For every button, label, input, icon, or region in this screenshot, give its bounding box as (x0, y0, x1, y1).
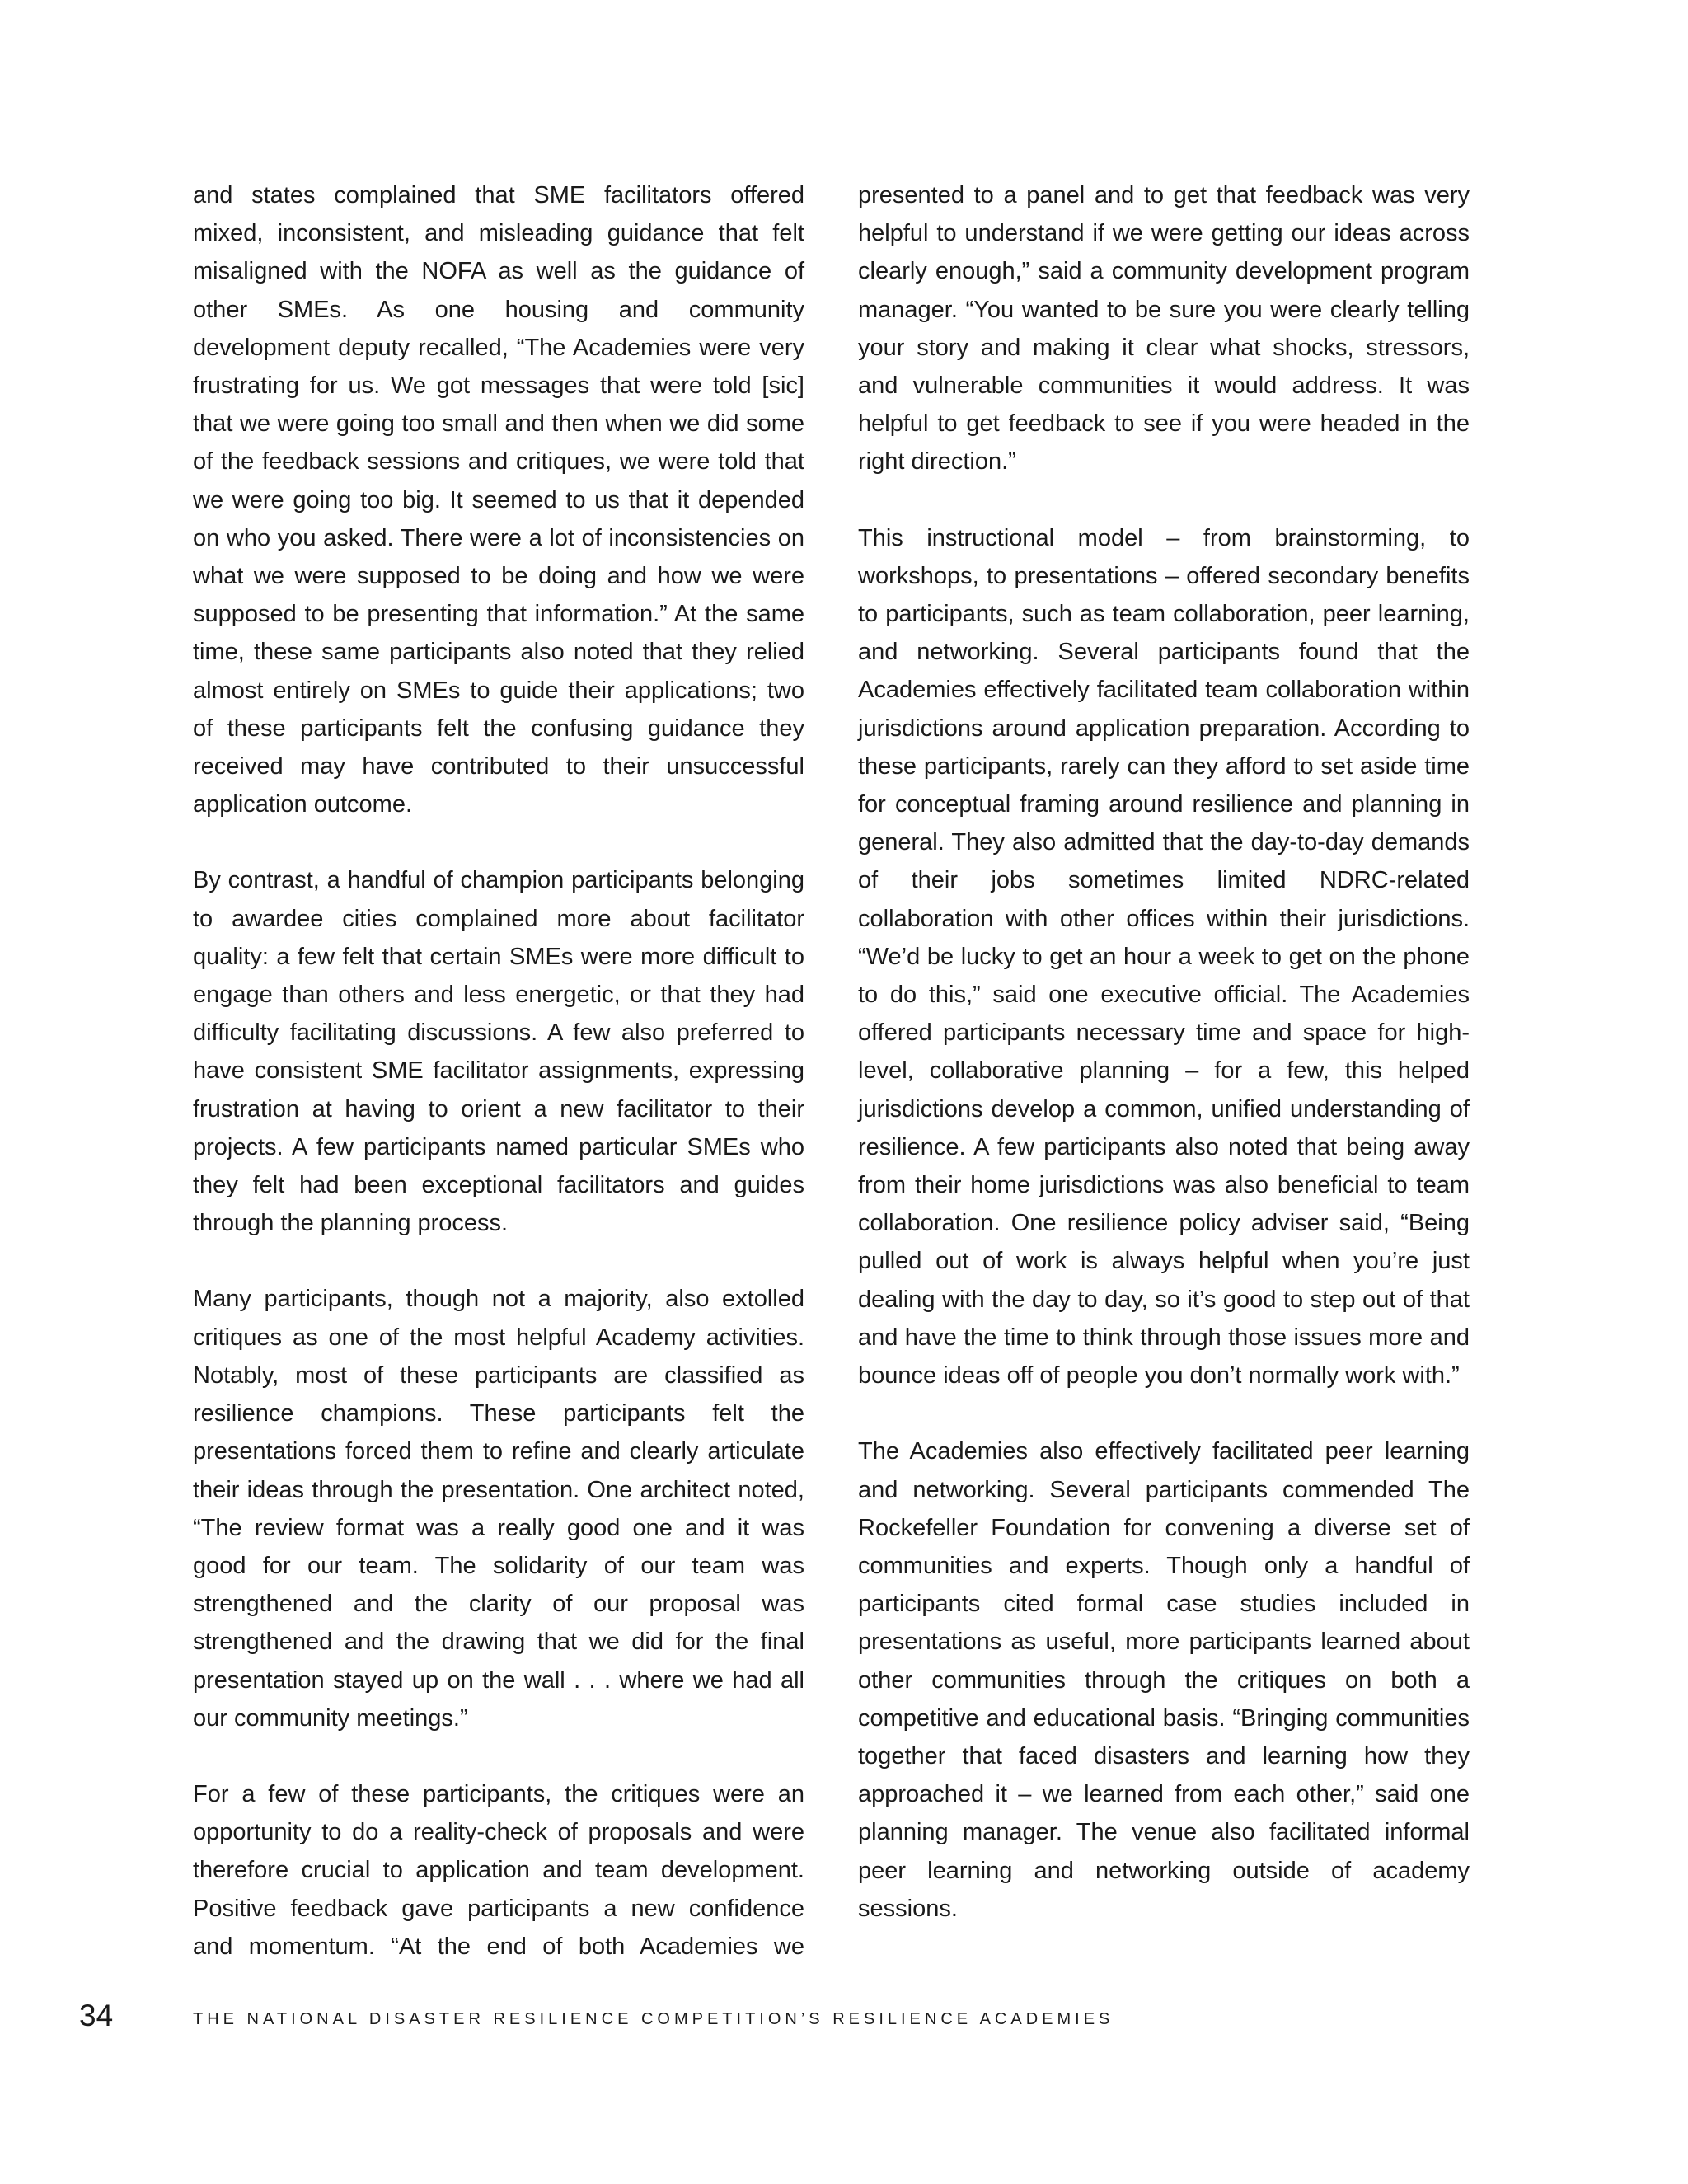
body-paragraph: The Academies also effectively facilitated peer learning and networking. Several participants commended The Rockefeller Foundation for convening a diverse set of communities and experts. Though only a handful of participants cited formal case studies included in presentations as useful, more participants learned about other communities through the critiques on both a competitive and educational basis. “Bringing communities together that faced disasters and learning how they approached it – we learned from each other,” said one planning manager. The venue also facilitated informal peer learning and networking outside of academy sessions. (858, 1438, 1470, 1922)
right-text-column (858, 176, 1470, 1966)
body-paragraph: This instructional model – from brainstorming, to workshops, to presentations – offered secondary benefits to participants, such as team collaboration, peer learning, and networking. Several participants found that the Academies effectively facilitated team collaboration within jurisdictions around application preparation. According to these participants, rarely can they afford to set aside time for conceptual framing around resilience and planning in general. They also admitted that the day-to-day demands of their jobs sometimes limited NDRC-related collaboration with other offices within their jurisdictions. “We’d be lucky to get an hour a week to get on the phone to do this,” said one executive official. The Academies offered participants necessary time and space for high-level, collaborative planning – for a few, this helped jurisdictions develop a common, unified understanding of resilience. A few participants also noted that being away from their home jurisdictions was also beneficial to team collaboration. One resilience policy adviser said, “Being pulled out of work is always helpful when you’re just dealing with the day to day, so it’s good to step out of that and have the time to think through those issues more and bounce ideas off of people you don’t normally work with.” (858, 524, 1470, 1390)
body-paragraph: Many participants, though not a majority, also extolled critiques as one of the most helpful Academy activities. Notably, most of these participants are classified as resilience champions. These participants felt the presentations forced them to refine and clearly articulate their ideas through the presentation. One architect noted, “The review format was a really good one and it was good for our team. The solidarity of our team was strengthened and the clarity of our proposal was strengthened and the drawing that we did for the final presentation stayed up on the wall . . . where we had all our community meetings.” (193, 1286, 804, 1732)
left-text-column (193, 176, 804, 2004)
body-paragraph: presented to a panel and to get that feedback was very helpful to understand if we were getting our ideas across clearly enough,” said a community development program manager. “You wanted to be sure you were clearly telling your story and making it clear what shocks, stressors, and vulnerable communities it would address. It was helpful to get feedback to see if you were headed in the right direction.” (858, 182, 1470, 476)
body-paragraph: and states complained that SME facilitators offered mixed, inconsistent, and misleading guidance that felt misaligned with the NOFA as well as the guidance of other SMEs. As one housing and community development deputy recalled, “The Academies were very frustrating for us. We got messages that were told [sic] that we were going too small and then when we did some of the feedback sessions and critiques, we were told that we were going too big. It seemed to us that it depended on who you asked. There were a lot of inconsistencies on what we were supposed to be doing and how we were supposed to be presenting that information.” At the same time, these same participants also noted that they relied almost entirely on SMEs to guide their applications; two of these participants felt the confusing guidance they received may have contributed to their unsuccessful application outcome. (193, 182, 804, 818)
page-number: 34 (79, 1999, 114, 2032)
body-paragraph: By contrast, a handful of champion participants belonging to awardee cities complained more about facilitator quality: a few felt that certain SMEs were more difficult to engage than others and less energetic, or that they had difficulty facilitating discussions. A few also preferred to have consistent SME facilitator assignments, expressing frustration at having to orient a new facilitator to their projects. A few participants named particular SMEs who they felt had been exceptional facilitators and guides through the planning process. (193, 867, 804, 1237)
running-footer-title: THE NATIONAL DISASTER RESILIENCE COMPETITION’S RESILIENCE ACADEMIES (193, 2010, 1114, 2028)
body-paragraph: For a few of these participants, the critiques were an opportunity to do a reality-check of proposals and were therefore crucial to application and team development. Positive feedback gave participants a new confidence and momentum. “At the end of both Academies we (193, 1780, 804, 1960)
